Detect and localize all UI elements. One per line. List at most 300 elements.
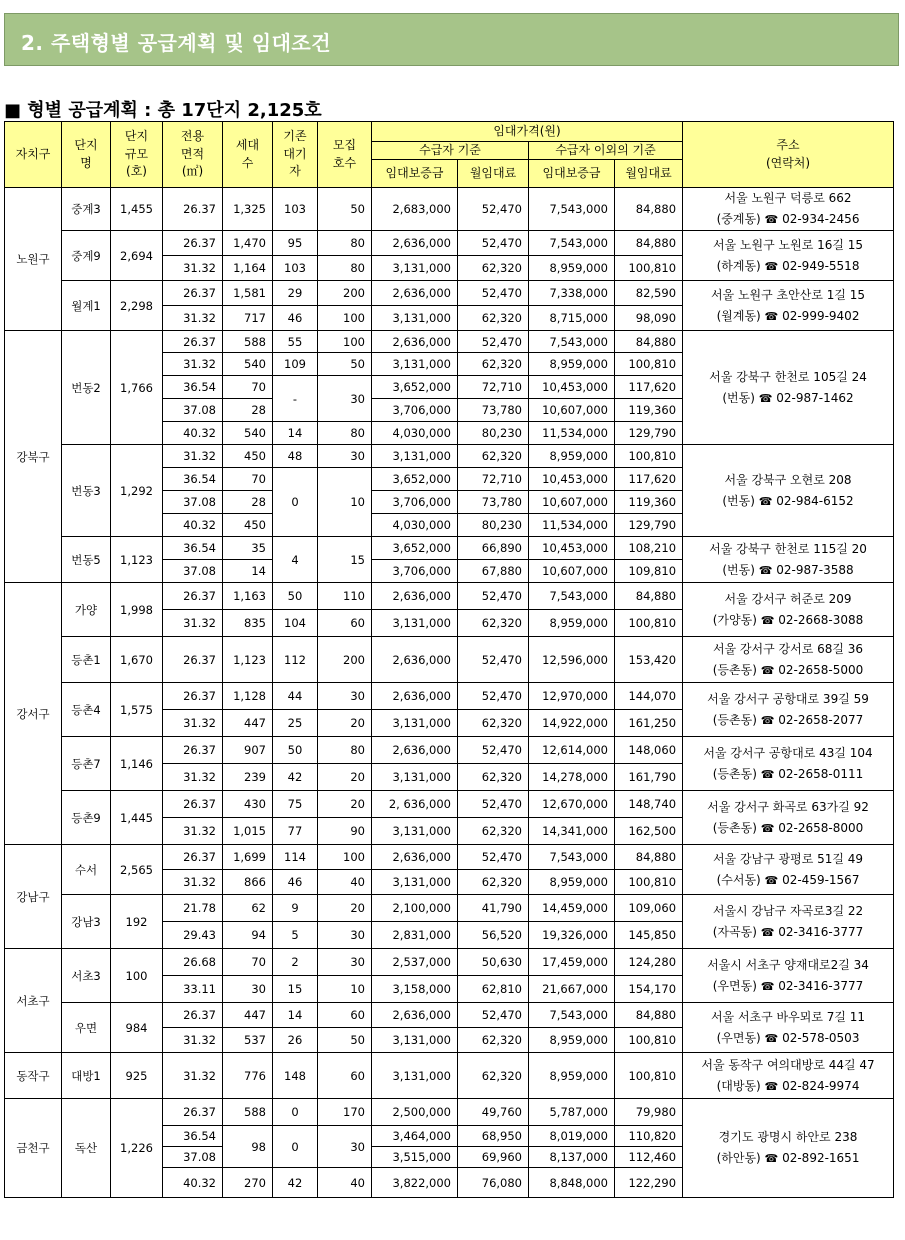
phone-icon: ☎ (758, 563, 773, 577)
non-recipient-rent-cell: 161,250 (615, 710, 683, 737)
phone-number: 02-3416-3777 (778, 978, 864, 993)
recipient-rent-cell: 41,790 (458, 895, 529, 922)
complex-scale-cell: 1,670 (111, 637, 163, 683)
phone-icon: ☎ (760, 979, 775, 993)
recipient-deposit-cell: 3,515,000 (372, 1147, 458, 1168)
area-cell: 26.37 (163, 281, 223, 306)
non-recipient-deposit-cell: 8,959,000 (529, 256, 615, 281)
header-recipient-deposit: 임대보증금 (372, 160, 458, 188)
waiting-cell: 0 (273, 468, 318, 537)
recipient-deposit-cell: 2,636,000 (372, 231, 458, 256)
recipient-rent-cell: 62,320 (458, 445, 529, 468)
district-cell: 동작구 (5, 1053, 62, 1099)
complex-scale-cell: 925 (111, 1053, 163, 1099)
households-cell: 94 (223, 922, 273, 949)
area-cell: 29.43 (163, 922, 223, 949)
recipient-rent-cell: 73,780 (458, 399, 529, 422)
non-recipient-deposit-cell: 14,922,000 (529, 710, 615, 737)
non-recipient-deposit-cell: 7,338,000 (529, 281, 615, 306)
non-recipient-rent-cell: 144,070 (615, 683, 683, 710)
non-recipient-rent-cell: 124,280 (615, 949, 683, 976)
recruit-cell: 30 (318, 949, 372, 976)
waiting-cell: 46 (273, 306, 318, 331)
phone-number: 02-987-3588 (776, 562, 854, 577)
address-dong: (등촌동) (712, 820, 757, 835)
complex-name-cell: 중계9 (62, 231, 111, 281)
address-line: 서울 강서구 화곡로 63가길 92 (707, 799, 869, 814)
non-recipient-deposit-cell: 7,543,000 (529, 1003, 615, 1028)
waiting-cell: 14 (273, 422, 318, 445)
households-cell: 450 (223, 514, 273, 537)
recruit-cell: 170 (318, 1099, 372, 1126)
address-cell (683, 683, 894, 737)
address-line: 서울시 서초구 양재대로2길 34 (707, 957, 869, 972)
households-cell: 1,581 (223, 281, 273, 306)
table-row (5, 895, 894, 922)
table-row (5, 845, 894, 870)
phone-icon: ☎ (758, 494, 773, 508)
district-cell: 강남구 (5, 845, 62, 949)
recruit-cell: 200 (318, 637, 372, 683)
table-row (5, 737, 894, 764)
households-cell: 588 (223, 1099, 273, 1126)
address-cell (683, 791, 894, 845)
phone-number: 02-824-9974 (782, 1078, 860, 1093)
recipient-deposit-cell: 2,500,000 (372, 1099, 458, 1126)
non-recipient-deposit-cell: 8,019,000 (529, 1126, 615, 1147)
recipient-deposit-cell: 2,636,000 (372, 737, 458, 764)
recipient-deposit-cell: 2,537,000 (372, 949, 458, 976)
table-row (5, 949, 894, 976)
area-cell: 26.37 (163, 683, 223, 710)
area-cell: 36.54 (163, 1126, 223, 1147)
recipient-rent-cell: 62,320 (458, 1028, 529, 1053)
complex-scale-cell: 2,565 (111, 845, 163, 895)
district-cell: 노원구 (5, 188, 62, 331)
recipient-deposit-cell: 2,636,000 (372, 331, 458, 353)
address-cell (683, 445, 894, 537)
complex-scale-cell: 1,575 (111, 683, 163, 737)
complex-name-cell: 가양 (62, 583, 111, 637)
complex-name-cell: 번동5 (62, 537, 111, 583)
area-cell: 31.32 (163, 818, 223, 845)
header-recipient-rent: 월임대료 (458, 160, 529, 188)
address-line: 서울 서초구 바우뫼로 7길 11 (710, 1009, 866, 1024)
non-recipient-rent-cell: 109,810 (615, 560, 683, 583)
area-cell: 31.32 (163, 710, 223, 737)
phone-number: 02-949-5518 (782, 258, 860, 273)
non-recipient-deposit-cell: 7,543,000 (529, 331, 615, 353)
recruit-cell: 60 (318, 1053, 372, 1099)
phone-icon: ☎ (764, 309, 779, 323)
area-cell: 37.08 (163, 560, 223, 583)
phone-number: 02-984-6152 (776, 493, 854, 508)
recipient-deposit-cell: 3,464,000 (372, 1126, 458, 1147)
waiting-cell: 29 (273, 281, 318, 306)
table-row (5, 281, 894, 306)
recipient-deposit-cell: 2, 636,000 (372, 791, 458, 818)
phone-icon: ☎ (760, 713, 775, 727)
complex-scale-cell: 1,445 (111, 791, 163, 845)
recipient-deposit-cell: 3,131,000 (372, 306, 458, 331)
recipient-rent-cell: 50,630 (458, 949, 529, 976)
address-line: 서울 강북구 한천로 105길 24 (709, 369, 867, 384)
phone-icon: ☎ (760, 821, 775, 835)
recipient-rent-cell: 52,470 (458, 791, 529, 818)
address-dong: (번동) (722, 390, 755, 405)
complex-scale-cell: 1,455 (111, 188, 163, 231)
recipient-rent-cell: 52,470 (458, 845, 529, 870)
recipient-rent-cell: 68,950 (458, 1126, 529, 1147)
address-line: 서울 강서구 공항대로 43길 104 (703, 745, 873, 760)
recruit-cell: 100 (318, 306, 372, 331)
households-cell: 866 (223, 870, 273, 895)
complex-name-cell: 등촌4 (62, 683, 111, 737)
table-row (5, 583, 894, 610)
recruit-cell: 10 (318, 468, 372, 537)
area-cell: 31.32 (163, 353, 223, 376)
households-cell: 35 (223, 537, 273, 560)
address-dong: (월계동) (716, 308, 761, 323)
recipient-deposit-cell: 2,683,000 (372, 188, 458, 231)
non-recipient-rent-cell: 84,880 (615, 231, 683, 256)
households-cell: 1,015 (223, 818, 273, 845)
households-cell: 907 (223, 737, 273, 764)
phone-number: 02-987-1462 (776, 390, 854, 405)
recruit-cell: 30 (318, 683, 372, 710)
header-non-recipient: 수급자 이외의 기준 (529, 142, 683, 160)
waiting-cell: 2 (273, 949, 318, 976)
waiting-cell: 9 (273, 895, 318, 922)
recipient-deposit-cell: 3,706,000 (372, 560, 458, 583)
phone-icon: ☎ (760, 663, 775, 677)
non-recipient-deposit-cell: 7,543,000 (529, 231, 615, 256)
area-cell: 31.32 (163, 306, 223, 331)
address-cell (683, 845, 894, 895)
recipient-deposit-cell: 2,636,000 (372, 637, 458, 683)
non-recipient-rent-cell: 122,290 (615, 1168, 683, 1198)
table-row (5, 445, 894, 468)
waiting-cell: 25 (273, 710, 318, 737)
non-recipient-rent-cell: 108,210 (615, 537, 683, 560)
area-cell: 33.11 (163, 976, 223, 1003)
non-recipient-deposit-cell: 19,326,000 (529, 922, 615, 949)
waiting-cell: 44 (273, 683, 318, 710)
complex-scale-cell: 1,146 (111, 737, 163, 791)
address-dong: (우면동) (712, 978, 757, 993)
header-area: 전용 면적 (㎡) (163, 122, 223, 188)
households-cell: 1,123 (223, 637, 273, 683)
table-row (5, 231, 894, 256)
recipient-deposit-cell: 3,131,000 (372, 1028, 458, 1053)
phone-number: 02-2658-5000 (778, 662, 864, 677)
table-row (5, 1053, 894, 1099)
phone-number: 02-578-0503 (782, 1030, 860, 1045)
non-recipient-rent-cell: 84,880 (615, 583, 683, 610)
recipient-deposit-cell: 3,131,000 (372, 764, 458, 791)
non-recipient-deposit-cell: 7,543,000 (529, 845, 615, 870)
recipient-deposit-cell: 3,652,000 (372, 468, 458, 491)
recruit-cell: 110 (318, 583, 372, 610)
address-cell (683, 281, 894, 331)
non-recipient-rent-cell: 100,810 (615, 610, 683, 637)
address-line: 서울 강서구 강서로 68길 36 (712, 641, 864, 656)
recipient-deposit-cell: 3,131,000 (372, 610, 458, 637)
waiting-cell: 4 (273, 537, 318, 583)
recipient-deposit-cell: 3,652,000 (372, 376, 458, 399)
households-cell: 540 (223, 422, 273, 445)
recruit-cell: 80 (318, 231, 372, 256)
non-recipient-deposit-cell: 7,543,000 (529, 583, 615, 610)
area-cell: 31.32 (163, 610, 223, 637)
area-cell: 26.37 (163, 1099, 223, 1126)
phone-number: 02-892-1651 (782, 1151, 860, 1165)
supply-plan-subtitle: ■ 형별 공급계획 : 총 17단지 2,125호 (4, 100, 322, 121)
recruit-cell: 60 (318, 1003, 372, 1028)
table-row (5, 637, 894, 683)
waiting-cell: 0 (273, 1126, 318, 1168)
non-recipient-rent-cell: 154,170 (615, 976, 683, 1003)
recipient-rent-cell: 73,780 (458, 491, 529, 514)
phone-number: 02-2668-3088 (778, 612, 864, 627)
recipient-rent-cell: 52,470 (458, 737, 529, 764)
complex-scale-cell: 984 (111, 1003, 163, 1053)
area-cell: 26.37 (163, 737, 223, 764)
waiting-cell: 42 (273, 1168, 318, 1198)
recruit-cell: 40 (318, 870, 372, 895)
recipient-rent-cell: 72,710 (458, 468, 529, 491)
households-cell: 70 (223, 949, 273, 976)
address-dong: (번동) (722, 493, 755, 508)
non-recipient-rent-cell: 84,880 (615, 188, 683, 231)
area-cell: 31.32 (163, 445, 223, 468)
recipient-deposit-cell: 3,131,000 (372, 818, 458, 845)
non-recipient-deposit-cell: 21,667,000 (529, 976, 615, 1003)
phone-icon: ☎ (760, 767, 775, 781)
recipient-deposit-cell: 2,636,000 (372, 281, 458, 306)
recruit-cell: 50 (318, 353, 372, 376)
area-cell: 26.37 (163, 188, 223, 231)
households-cell: 70 (223, 468, 273, 491)
recipient-deposit-cell: 3,158,000 (372, 976, 458, 1003)
area-cell: 36.54 (163, 376, 223, 399)
non-recipient-rent-cell: 117,620 (615, 468, 683, 491)
recipient-deposit-cell: 4,030,000 (372, 422, 458, 445)
households-cell: 447 (223, 710, 273, 737)
non-recipient-deposit-cell: 12,596,000 (529, 637, 615, 683)
non-recipient-deposit-cell: 11,534,000 (529, 514, 615, 537)
households-cell: 1,325 (223, 188, 273, 231)
phone-number: 02-934-2456 (782, 212, 860, 226)
supply-plan-table (4, 121, 894, 1198)
recipient-deposit-cell: 2,636,000 (372, 683, 458, 710)
recipient-deposit-cell: 3,131,000 (372, 445, 458, 468)
non-recipient-deposit-cell: 14,341,000 (529, 818, 615, 845)
recruit-cell: 200 (318, 281, 372, 306)
table-row (5, 683, 894, 710)
table-row (5, 331, 894, 353)
non-recipient-deposit-cell: 8,848,000 (529, 1168, 615, 1198)
recruit-cell: 30 (318, 445, 372, 468)
table-row (5, 1003, 894, 1028)
waiting-cell: 104 (273, 610, 318, 637)
recruit-cell: 50 (318, 1028, 372, 1053)
waiting-cell: 5 (273, 922, 318, 949)
header-waiting: 기존 대기 자 (273, 122, 318, 188)
phone-number: 02-2658-2077 (778, 712, 864, 727)
recipient-rent-cell: 69,960 (458, 1147, 529, 1168)
phone-icon: ☎ (760, 613, 775, 627)
non-recipient-deposit-cell: 12,670,000 (529, 791, 615, 818)
phone-icon: ☎ (758, 391, 773, 405)
waiting-cell: 75 (273, 791, 318, 818)
header-price-group: 임대가격(원) (372, 122, 683, 142)
area-cell: 31.32 (163, 764, 223, 791)
non-recipient-rent-cell: 148,060 (615, 737, 683, 764)
recruit-cell: 100 (318, 331, 372, 353)
address-line: 서울 강서구 허준로 209 (724, 591, 852, 606)
recruit-cell: 30 (318, 922, 372, 949)
header-scale: 단지 규모 (호) (111, 122, 163, 188)
complex-name-cell: 등촌7 (62, 737, 111, 791)
recipient-rent-cell: 66,890 (458, 537, 529, 560)
phone-icon: ☎ (760, 925, 775, 939)
households-cell: 98 (223, 1126, 273, 1168)
households-cell: 28 (223, 491, 273, 514)
complex-scale-cell: 100 (111, 949, 163, 1003)
area-cell: 31.32 (163, 1053, 223, 1099)
recipient-rent-cell: 56,520 (458, 922, 529, 949)
non-recipient-deposit-cell: 10,607,000 (529, 399, 615, 422)
non-recipient-deposit-cell: 7,543,000 (529, 188, 615, 231)
non-recipient-rent-cell: 129,790 (615, 514, 683, 537)
recipient-rent-cell: 52,470 (458, 583, 529, 610)
recipient-rent-cell: 62,320 (458, 870, 529, 895)
address-line: 서울시 강남구 자곡로3길 22 (712, 903, 864, 918)
area-cell: 26.37 (163, 583, 223, 610)
households-cell: 717 (223, 306, 273, 331)
recipient-rent-cell: 52,470 (458, 1003, 529, 1028)
area-cell: 26.37 (163, 637, 223, 683)
households-cell: 30 (223, 976, 273, 1003)
non-recipient-rent-cell: 84,880 (615, 845, 683, 870)
waiting-cell: 50 (273, 583, 318, 610)
complex-scale-cell: 2,694 (111, 231, 163, 281)
recipient-rent-cell: 52,470 (458, 188, 529, 231)
header-households: 세대 수 (223, 122, 273, 188)
waiting-cell: 15 (273, 976, 318, 1003)
non-recipient-rent-cell: 100,810 (615, 353, 683, 376)
address-cell (683, 537, 894, 583)
recipient-rent-cell: 62,320 (458, 764, 529, 791)
recipient-deposit-cell: 3,131,000 (372, 710, 458, 737)
header-non-recipient-deposit: 임대보증금 (529, 160, 615, 188)
area-cell: 40.32 (163, 422, 223, 445)
recipient-rent-cell: 62,810 (458, 976, 529, 1003)
address-dong: (대방동) (716, 1078, 761, 1093)
non-recipient-deposit-cell: 8,959,000 (529, 610, 615, 637)
non-recipient-deposit-cell: 8,959,000 (529, 445, 615, 468)
recipient-deposit-cell: 2,100,000 (372, 895, 458, 922)
address-cell (683, 1053, 894, 1099)
complex-name-cell: 우면 (62, 1003, 111, 1053)
recipient-rent-cell: 62,320 (458, 353, 529, 376)
phone-number: 02-2658-0111 (778, 766, 864, 781)
area-cell: 40.32 (163, 514, 223, 537)
address-cell (683, 1003, 894, 1053)
households-cell: 1,470 (223, 231, 273, 256)
phone-number: 02-3416-3777 (778, 924, 864, 939)
address-line: 서울 동작구 여의대방로 44길 47 (701, 1057, 875, 1072)
recipient-deposit-cell: 3,131,000 (372, 1053, 458, 1099)
complex-scale-cell: 1,766 (111, 331, 163, 445)
phone-icon: ☎ (764, 1031, 779, 1045)
recruit-cell: 20 (318, 710, 372, 737)
area-cell: 26.37 (163, 845, 223, 870)
households-cell: 540 (223, 353, 273, 376)
recipient-deposit-cell: 2,831,000 (372, 922, 458, 949)
recipient-deposit-cell: 2,636,000 (372, 845, 458, 870)
households-cell: 588 (223, 331, 273, 353)
non-recipient-deposit-cell: 10,453,000 (529, 468, 615, 491)
non-recipient-deposit-cell: 12,614,000 (529, 737, 615, 764)
waiting-cell: 55 (273, 331, 318, 353)
recipient-rent-cell: 52,470 (458, 281, 529, 306)
waiting-cell: 50 (273, 737, 318, 764)
households-cell: 776 (223, 1053, 273, 1099)
recruit-cell: 40 (318, 1168, 372, 1198)
recipient-rent-cell: 80,230 (458, 422, 529, 445)
address-cell (683, 188, 894, 231)
households-cell: 447 (223, 1003, 273, 1028)
waiting-cell: 114 (273, 845, 318, 870)
recipient-deposit-cell: 3,706,000 (372, 491, 458, 514)
complex-name-cell: 중계3 (62, 188, 111, 231)
complex-name-cell: 번동2 (62, 331, 111, 445)
recipient-deposit-cell: 3,822,000 (372, 1168, 458, 1198)
phone-number: 02-2658-8000 (778, 820, 864, 835)
non-recipient-rent-cell: 84,880 (615, 331, 683, 353)
address-cell (683, 737, 894, 791)
non-recipient-rent-cell: 162,500 (615, 818, 683, 845)
complex-name-cell: 등촌9 (62, 791, 111, 845)
non-recipient-rent-cell: 82,590 (615, 281, 683, 306)
recruit-cell: 10 (318, 976, 372, 1003)
households-cell: 14 (223, 560, 273, 583)
header-complex: 단지 명 (62, 122, 111, 188)
recipient-deposit-cell: 2,636,000 (372, 1003, 458, 1028)
non-recipient-rent-cell: 98,090 (615, 306, 683, 331)
recruit-cell: 90 (318, 818, 372, 845)
complex-name-cell: 강남3 (62, 895, 111, 949)
waiting-cell: 77 (273, 818, 318, 845)
recipient-deposit-cell: 3,706,000 (372, 399, 458, 422)
address-line: 서울 강서구 공항대로 39길 59 (707, 691, 869, 706)
recipient-rent-cell: 52,470 (458, 331, 529, 353)
households-cell: 239 (223, 764, 273, 791)
waiting-cell: 42 (273, 764, 318, 791)
non-recipient-deposit-cell: 10,607,000 (529, 491, 615, 514)
complex-scale-cell: 1,226 (111, 1099, 163, 1198)
recipient-deposit-cell: 4,030,000 (372, 514, 458, 537)
address-line: 서울 강북구 오현로 208 (724, 472, 852, 487)
phone-icon: ☎ (764, 259, 779, 273)
address-cell (683, 583, 894, 637)
non-recipient-rent-cell: 110,820 (615, 1126, 683, 1147)
non-recipient-rent-cell: 145,850 (615, 922, 683, 949)
complex-name-cell: 번동3 (62, 445, 111, 537)
address-dong: (하계동) (716, 258, 761, 273)
